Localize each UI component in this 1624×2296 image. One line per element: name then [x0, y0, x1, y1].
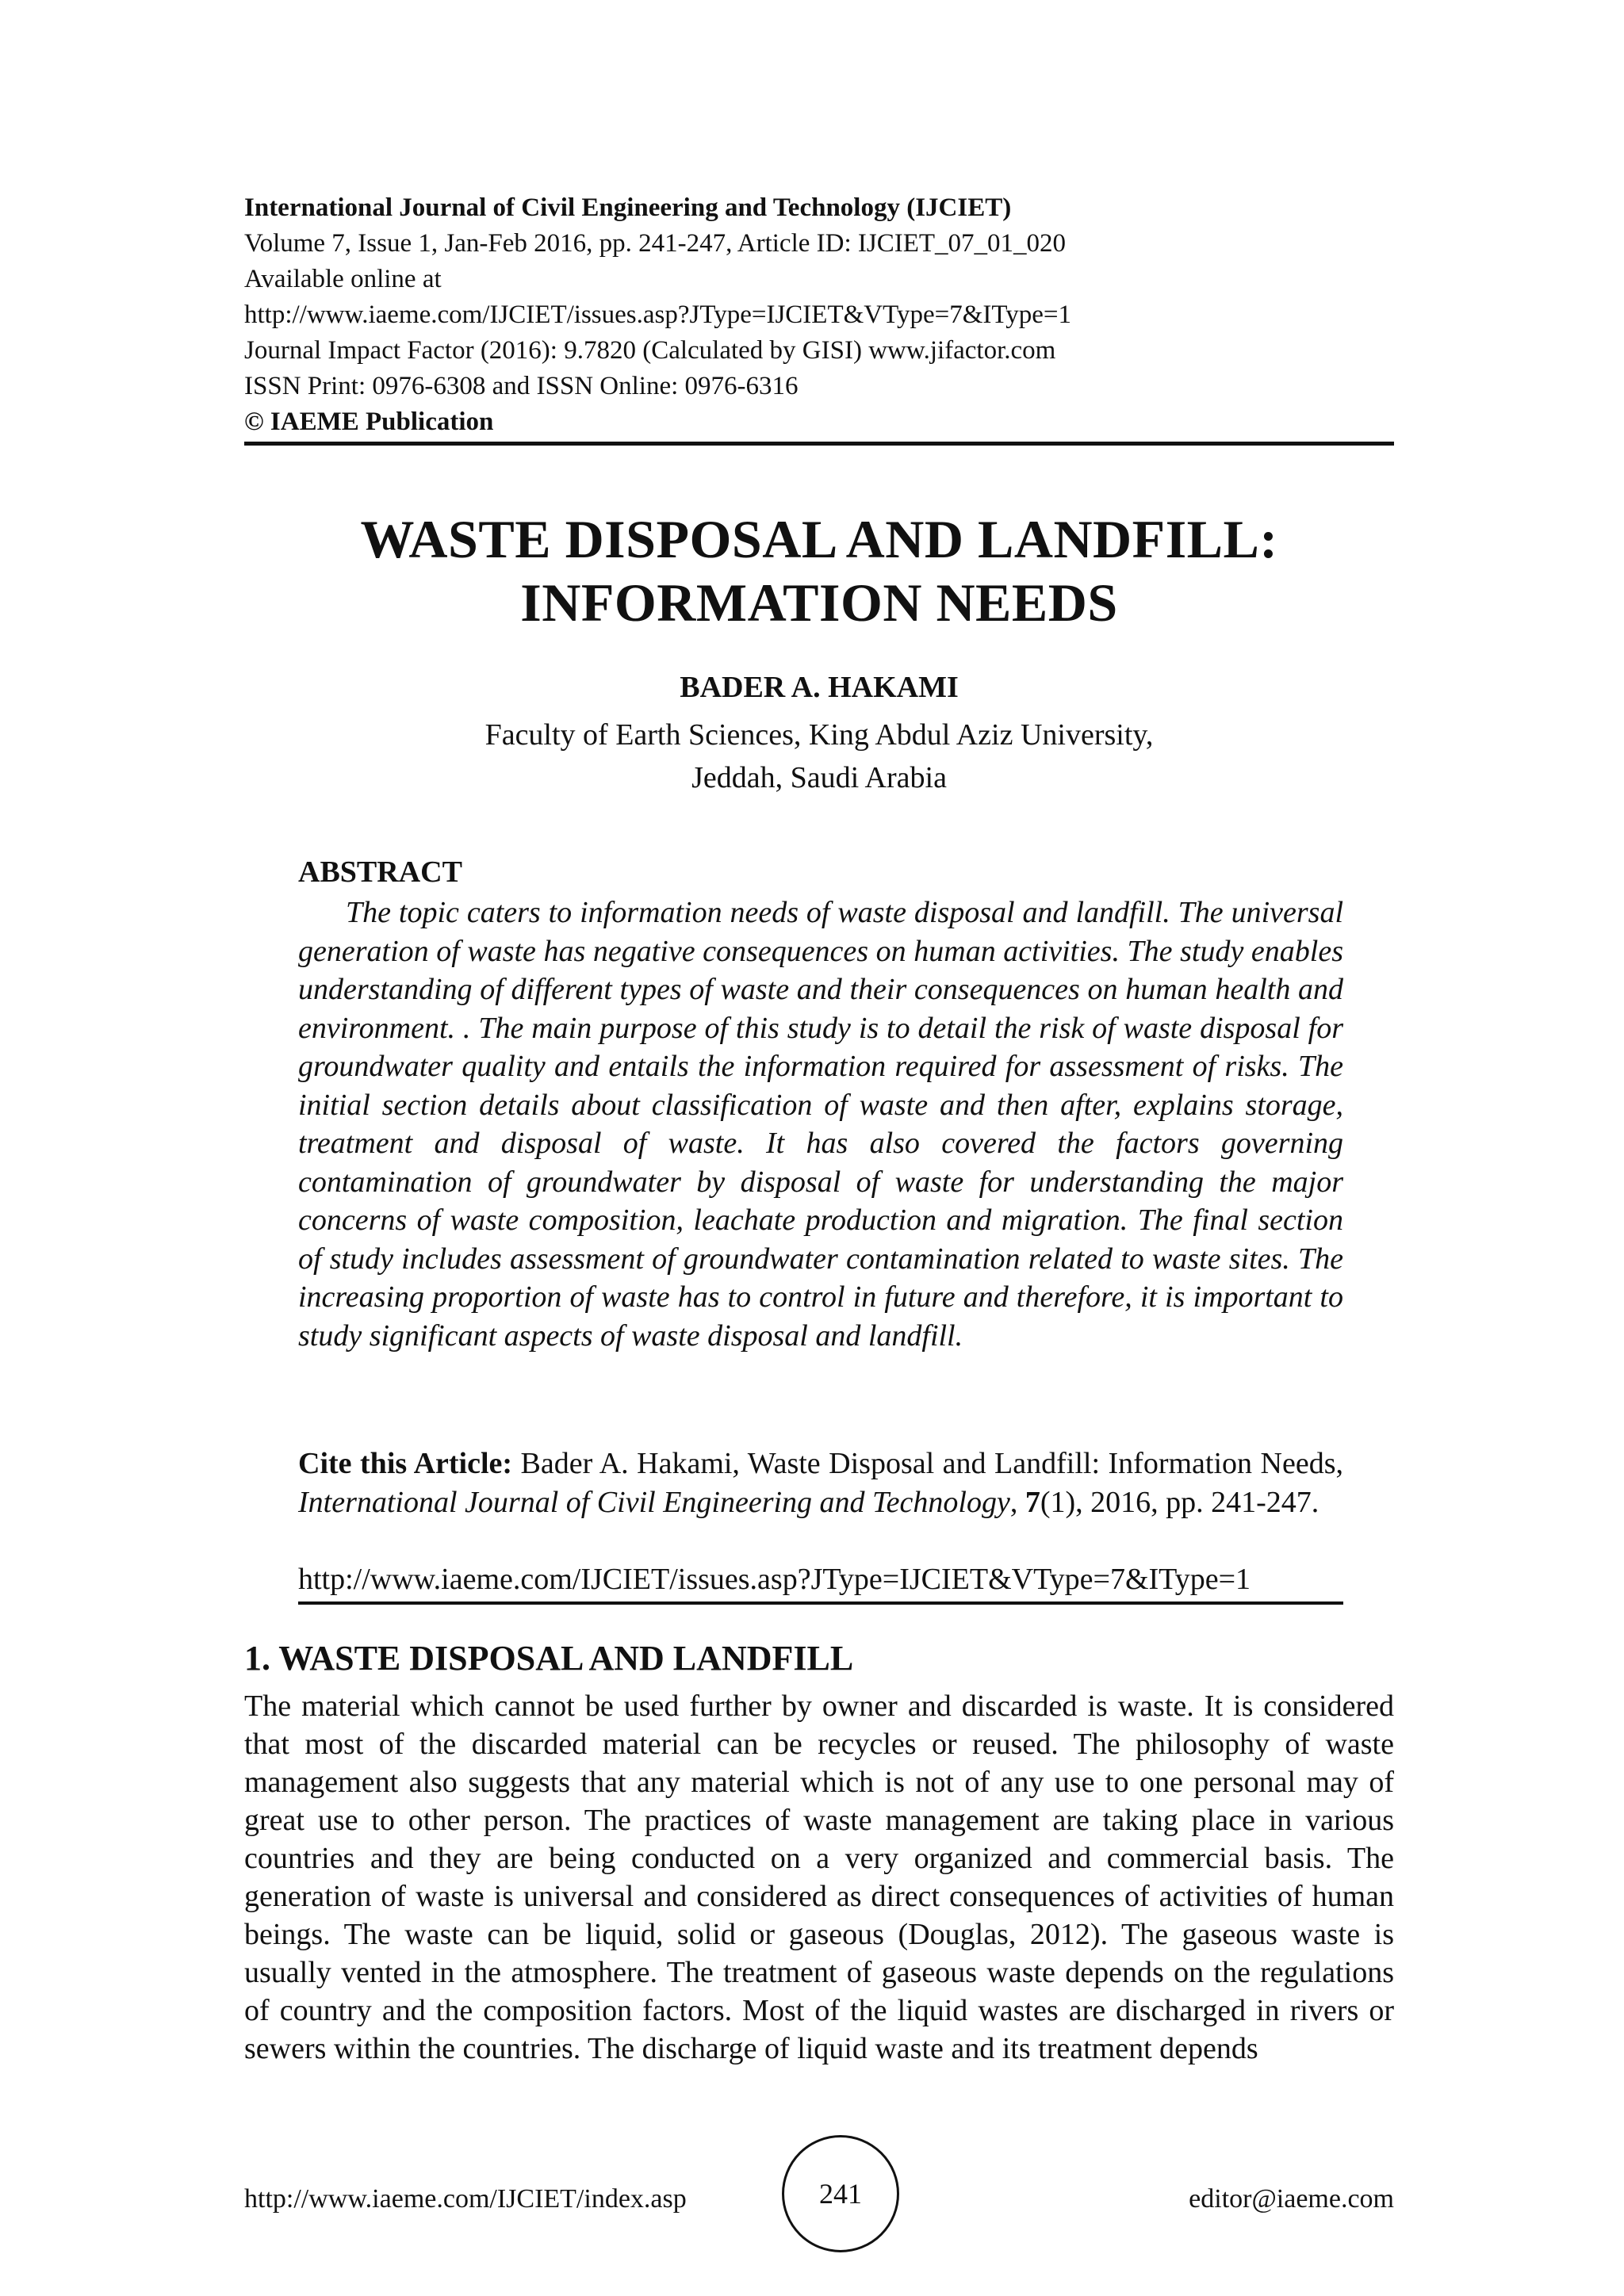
citation-authors: Bader A. Hakami, Waste Disposal and Landfill: Information Needs, [512, 1447, 1343, 1480]
author-affiliation [244, 714, 1394, 799]
publisher: © IAEME Publication [244, 408, 494, 436]
issue-url-link[interactable]: http://www.iaeme.com/IJCIET/issues.asp?JType=IJCIET&VType=7&IType=1 [244, 300, 1071, 329]
volume-info: Volume 7, Issue 1, Jan-Feb 2016, pp. 241-247, Article ID: IJCIET_07_01_020 [244, 229, 1067, 258]
footer-url-link[interactable]: http://www.iaeme.com/IJCIET/index.asp [244, 2184, 687, 2214]
abstract-heading: ABSTRACT [298, 855, 462, 889]
header-divider [244, 442, 1394, 446]
journal-header [244, 190, 1394, 440]
citation-journal: International Journal of Civil Engineering and Technology [298, 1485, 1010, 1519]
section-heading: 1. WASTE DISPOSAL AND LANDFILL [244, 1639, 854, 1678]
abstract-text: The topic caters to information needs of waste disposal and landfill. The universal generation of waste has negative consequences on human activities. The study enables understanding of different types of waste and their consequences on human health and environment. . The main purpose of this study is to detail the risk of waste disposal for groundwater quality and entails the information required for assessment of risks. The initial section details about classification of waste and then after, explains storage, treatment and disposal of waste. It has also covered the factors governing contamination of groundwater by disposal of waste for understanding the major concerns of waste composition, leachate production and migration. The final section of study includes assessment of groundwater contamination related to waste sites. The increasing proportion of waste has to control in future and therefore, it is important to study significant aspects of waste disposal and landfill. [298, 896, 1343, 1353]
citation-volume: 7 [1025, 1485, 1040, 1519]
paper-title-line2: INFORMATION NEEDS [520, 572, 1118, 633]
citation-divider [298, 1601, 1343, 1605]
paper-title-line1: WASTE DISPOSAL AND LANDFILL: [360, 509, 1278, 569]
impact-factor: Journal Impact Factor (2016): 9.7820 (Calculated by GISI) www.jifactor.com [244, 336, 1056, 365]
issn-info: ISSN Print: 0976-6308 and ISSN Online: 0976-6316 [244, 372, 799, 400]
citation-issue-pages: (1), 2016, pp. 241-247. [1040, 1485, 1320, 1519]
citation-separator: , [1009, 1485, 1025, 1519]
citation [298, 1445, 1343, 1521]
journal-name: International Journal of Civil Engineering and Technology (IJCIET) [244, 193, 1012, 222]
author-name: BADER A. HAKAMI [680, 671, 959, 704]
citation-url-link[interactable]: http://www.iaeme.com/IJCIET/issues.asp?JType=IJCIET&VType=7&IType=1 [298, 1563, 1251, 1596]
paper-title [244, 507, 1394, 634]
affiliation-line2: Jeddah, Saudi Arabia [691, 761, 947, 794]
available-online-label: Available online at [244, 265, 442, 293]
affiliation-line1: Faculty of Earth Sciences, King Abdul Aziz University, [485, 718, 1154, 752]
footer-email-link[interactable]: editor@iaeme.com [1189, 2184, 1394, 2214]
citation-label: Cite this Article: [298, 1447, 513, 1480]
section-body-text: The material which cannot be used further by owner and discarded is waste. It is considered that most of the discarded material can be recycles or reused. The philosophy of waste management also suggests that any material which is not of any use to one personal may of great use to other person. The practices of waste management are taking place in various countries and they are being conducted on a very organized and commercial basis. The generation of waste is universal and considered as direct consequences of activities of human beings. The waste can be liquid, solid or gaseous (Douglas, 2012). The gaseous waste is usually vented in the atmosphere. The treatment of gaseous waste depends on the regulations of country and the composition factors. Most of the liquid wastes are discharged in rivers or sewers within the countries. The discharge of liquid waste and its treatment depends [244, 1689, 1394, 2065]
page-number: 241 [782, 2135, 899, 2252]
